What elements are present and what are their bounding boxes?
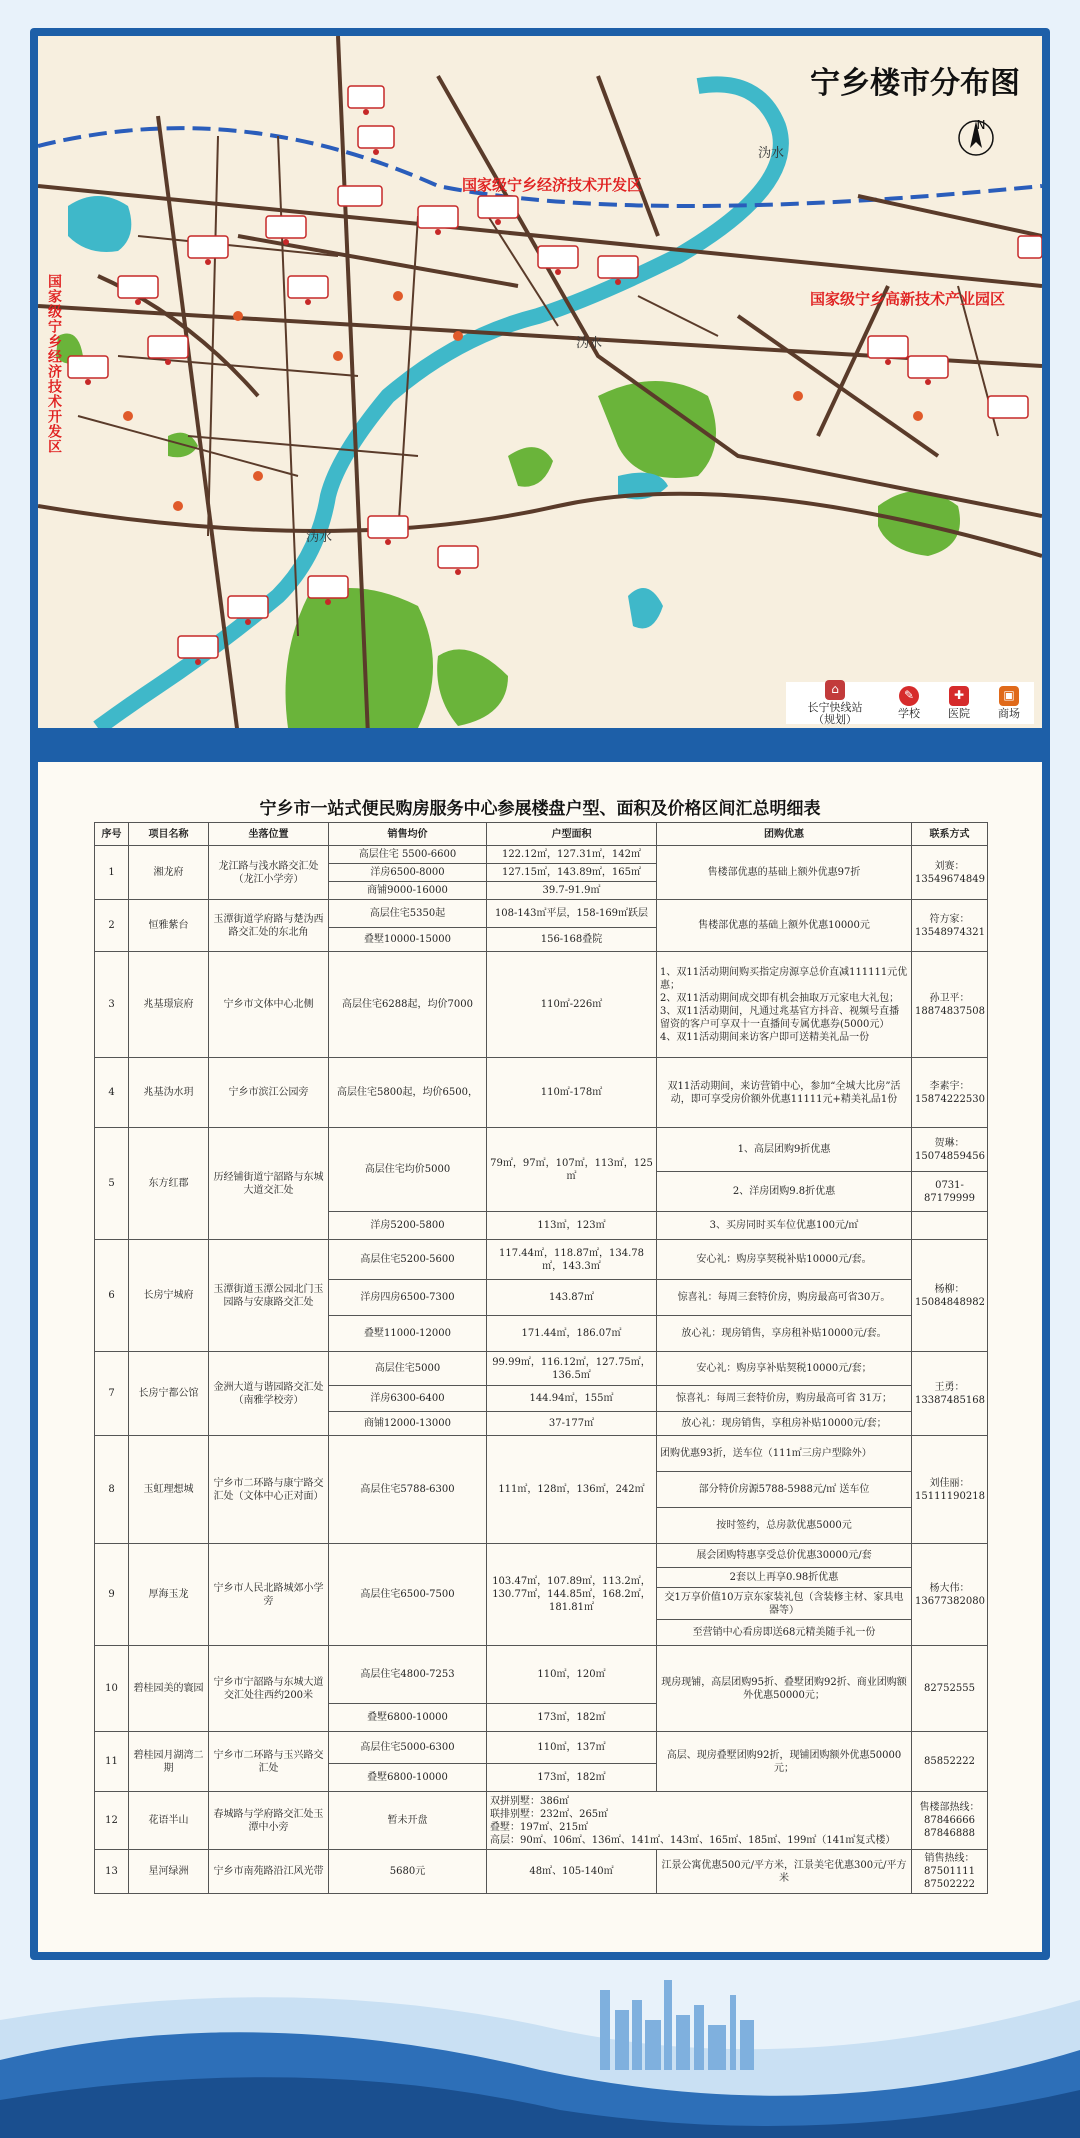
area-line: 联排别墅：232㎡、265㎡ (490, 1808, 609, 1820)
row-no: 9 (95, 1544, 129, 1646)
road-network (38, 36, 1042, 728)
row-area: 117.44㎡，118.87㎡，134.78㎡，143.3㎡ (487, 1240, 657, 1280)
row-price: 洋房6500-8000 (329, 864, 487, 882)
row-name: 花语半山 (129, 1792, 209, 1850)
lake-shape (628, 588, 663, 629)
row-contact: 杨大伟：13677382080 (912, 1544, 988, 1646)
table-row (95, 846, 988, 864)
row-price: 高层住宅5350起 (329, 900, 487, 928)
col-header: 序号 (95, 823, 129, 846)
table-row (95, 1850, 988, 1894)
row-price: 高层住宅6500-7500 (329, 1544, 487, 1646)
row-offer: 惊喜礼：每周三套特价房，购房最高可省30万。 (657, 1280, 912, 1316)
row-area: 144.94㎡，155㎡ (487, 1386, 657, 1412)
row-location: 宁乡市二环路与康宁路交汇处（文体中心正对面） (209, 1436, 329, 1544)
row-name: 兆基沩水玥 (129, 1058, 209, 1128)
row-price: 高层住宅 5500-6600 (329, 846, 487, 864)
row-price: 高层住宅6288起，均价7000 (329, 952, 487, 1058)
row-price: 高层住宅均价5000 (329, 1128, 487, 1212)
row-offer: 江景公寓优惠500元/平方米，江景美宅优惠300元/平方米 (657, 1850, 912, 1894)
row-offer: 惊喜礼：每周三套特价房，购房最高可省 31万； (657, 1386, 912, 1412)
row-area: 79㎡，97㎡，107㎡，113㎡，125㎡ (487, 1128, 657, 1212)
table-row (95, 1732, 988, 1764)
row-contact: 杨柳：15084848982 (912, 1240, 988, 1352)
row-name: 东方红郡 (129, 1128, 209, 1240)
area-line: 叠墅：197㎡、215㎡ (490, 1821, 589, 1833)
row-price: 高层住宅5000 (329, 1352, 487, 1386)
compass-icon (956, 118, 1006, 178)
river-label: 沩水 (306, 530, 333, 545)
zone-label-hightech: 国家级宁乡高新技术产业园区 (810, 290, 1006, 308)
row-area: 39.7-91.9㎡ (487, 882, 657, 900)
park-shape (508, 447, 553, 487)
row-area: 156-168叠院 (487, 928, 657, 952)
row-location: 金洲大道与谐园路交汇处（南雅学校旁） (209, 1352, 329, 1436)
table-header (95, 823, 988, 846)
row-contact: 贺琳：15074859456 (912, 1128, 988, 1172)
row-location: 宁乡市南苑路沿江风光带 (209, 1850, 329, 1894)
row-price: 叠墅11000-12000 (329, 1316, 487, 1352)
area-line: 双拼别墅：386㎡ (490, 1795, 570, 1807)
map-drawing (38, 36, 1042, 728)
legend-item-mall (998, 686, 1020, 720)
table-row (95, 1240, 988, 1280)
row-no: 13 (95, 1850, 129, 1894)
row-location: 玉潭街道学府路与楚沩西路交汇处的东北角 (209, 900, 329, 952)
row-contact: 刘赛：13549674849 (912, 846, 988, 900)
row-location: 龙江路与浅水路交汇处（龙江小学旁） (209, 846, 329, 900)
row-area: 48㎡、105-140㎡ (487, 1850, 657, 1894)
legend-item-school (898, 686, 920, 720)
col-header: 联系方式 (912, 823, 988, 846)
row-name: 长房宁都公馆 (129, 1352, 209, 1436)
row-area (487, 1792, 912, 1850)
row-contact: 刘佳丽：15111190218 (912, 1436, 988, 1544)
offer-line: 1、双11活动期间购买指定房源享总价直减111111元优惠； (660, 966, 908, 991)
row-offer: 交1万享价值10万京东家装礼包（含装修主材、家具电器等） (657, 1588, 912, 1620)
row-offer: 现房现铺，高层团购95折、叠墅团购92折、商业团购额外优惠50000元； (657, 1646, 912, 1732)
row-contact: 孙卫平：18874837508 (912, 952, 988, 1058)
row-area: 171.44㎡，186.07㎡ (487, 1316, 657, 1352)
row-price: 洋房5200-5800 (329, 1212, 487, 1240)
row-offer: 售楼部优惠的基础上额外优惠97折 (657, 846, 912, 900)
zone-label-economic-west: 国家级宁乡经济技术开发区 (46, 274, 62, 454)
row-offer: 放心礼：现房销售，享租房补贴10000元/套； (657, 1412, 912, 1436)
area-line: 高层：90㎡、106㎡、136㎡、141㎡、143㎡、165㎡、185㎡、199㎡（141㎡复式楼） (490, 1834, 896, 1846)
row-area: 110㎡，137㎡ (487, 1732, 657, 1764)
row-location: 宁乡市文体中心北侧 (209, 952, 329, 1058)
compass-north-label: N (976, 118, 986, 132)
table-row (95, 952, 988, 1058)
row-area: 111㎡，128㎡，136㎡，242㎡ (487, 1436, 657, 1544)
row-contact: 符方家：13548974321 (912, 900, 988, 952)
row-offer: 按时签约，总房款优惠5000元 (657, 1508, 912, 1544)
row-price: 洋房6300-6400 (329, 1386, 487, 1412)
row-name: 厚海玉龙 (129, 1544, 209, 1646)
offer-line: 3、双11活动期间，凡通过兆基官方抖音、视频号直播留资的客户可享双十一直播间专属优惠券(5000元） (660, 1005, 900, 1030)
row-location: 宁乡市滨江公园旁 (209, 1058, 329, 1128)
listing-table (94, 822, 988, 1894)
row-area: 173㎡，182㎡ (487, 1764, 657, 1792)
row-offer: 部分特价房源5788-5988元/㎡ 送车位 (657, 1472, 912, 1508)
row-offer: 1、高层团购9折优惠 (657, 1128, 912, 1172)
row-area: 103.47㎡，107.89㎡，113.2㎡，130.77㎡，144.85㎡，168.2㎡，181.81㎡ (487, 1544, 657, 1646)
row-no: 10 (95, 1646, 129, 1732)
row-no: 7 (95, 1352, 129, 1436)
row-area: 122.12㎡，127.31㎡，142㎡ (487, 846, 657, 864)
row-area: 99.99㎡，116.12㎡，127.75㎡，136.5㎡ (487, 1352, 657, 1386)
row-offer: 3、买房同时买车位优惠100元/㎡ (657, 1212, 912, 1240)
row-contact: 李素宇：15874222530 (912, 1058, 988, 1128)
offer-line: 4、双11活动期间来访客户即可送精美礼品一份 (660, 1031, 870, 1043)
row-price: 暂未开盘 (329, 1792, 487, 1850)
row-price: 叠墅6800-10000 (329, 1704, 487, 1732)
row-offer: 展会团购特惠享受总价优惠30000元/套 (657, 1544, 912, 1568)
row-contact: 82752555 (912, 1646, 988, 1732)
col-header: 销售均价 (329, 823, 487, 846)
row-price: 叠墅10000-15000 (329, 928, 487, 952)
row-offer (657, 952, 912, 1058)
river-label: 沩水 (576, 336, 603, 351)
row-price: 高层住宅5000-6300 (329, 1732, 487, 1764)
row-location: 宁乡市宁韶路与东城大道交汇处往西约200米 (209, 1646, 329, 1732)
table-row (95, 1058, 988, 1128)
row-offer: 团购优惠93折，送车位（111㎡三房户型除外） (657, 1436, 912, 1472)
legend-label: 长宁快线站（规划） (807, 700, 863, 726)
row-contact: 85852222 (912, 1732, 988, 1792)
row-price: 高层住宅4800-7253 (329, 1646, 487, 1704)
hospital-icon: ✚ (949, 686, 969, 706)
table-row (95, 1352, 988, 1386)
row-offer: 安心礼：购房享契税补贴10000元/套。 (657, 1240, 912, 1280)
row-contact: 王勇：13387485168 (912, 1352, 988, 1436)
row-name: 兆基璟宸府 (129, 952, 209, 1058)
row-name: 玉虹理想城 (129, 1436, 209, 1544)
map-title: 宁乡楼市分布图 (810, 66, 1020, 101)
row-no: 8 (95, 1436, 129, 1544)
river-label: 沩水 (758, 146, 785, 161)
row-no: 12 (95, 1792, 129, 1850)
city-skyline-icon (600, 1980, 754, 2070)
col-header: 团购优惠 (657, 823, 912, 846)
row-area: 173㎡，182㎡ (487, 1704, 657, 1732)
row-price: 叠墅6800-10000 (329, 1764, 487, 1792)
row-name: 星河绿洲 (129, 1850, 209, 1894)
row-area: 108-143㎡平层，158-169㎡跃层 (487, 900, 657, 928)
zone-label-economic-north: 国家级宁乡经济技术开发区 (462, 176, 643, 194)
row-name: 湘龙府 (129, 846, 209, 900)
train-station-icon: ⌂ (825, 680, 845, 700)
legend-label: 学校 (898, 706, 920, 720)
row-price: 5680元 (329, 1850, 487, 1894)
row-name: 碧桂园月湖湾二期 (129, 1732, 209, 1792)
row-contact: 销售热线：87501111 87502222 (912, 1850, 988, 1894)
school-icon: ✎ (899, 686, 919, 706)
row-location: 玉潭街道玉潭公园北门玉园路与安康路交汇处 (209, 1240, 329, 1352)
row-area: 37-177㎡ (487, 1412, 657, 1436)
table-row (95, 1792, 988, 1850)
row-area: 127.15㎡，143.89㎡，165㎡ (487, 864, 657, 882)
table-row (95, 1128, 988, 1172)
row-contact: 0731-87179999 (912, 1172, 988, 1212)
row-no: 3 (95, 952, 129, 1058)
row-no: 1 (95, 846, 129, 900)
legend-item-hospital (948, 686, 970, 720)
row-location: 宁乡市人民北路城郊小学旁 (209, 1544, 329, 1646)
row-name: 碧桂园美的寰园 (129, 1646, 209, 1732)
legend-item-station (800, 680, 870, 726)
bottom-decoration (0, 1960, 1080, 2138)
row-area: 110㎡，120㎡ (487, 1646, 657, 1704)
row-offer: 高层、现房叠墅团购92折，现铺团购额外优惠50000元； (657, 1732, 912, 1792)
row-price: 高层住宅5788-6300 (329, 1436, 487, 1544)
row-no: 4 (95, 1058, 129, 1128)
row-name: 恒雅紫台 (129, 900, 209, 952)
map-legend (786, 682, 1034, 724)
row-location: 历经铺街道宁韶路与东城大道交汇处 (209, 1128, 329, 1240)
legend-label: 商场 (998, 706, 1020, 720)
row-location: 宁乡市二环路与玉兴路交汇处 (209, 1732, 329, 1792)
row-offer: 售楼部优惠的基础上额外优惠10000元 (657, 900, 912, 952)
row-name: 长房宁城府 (129, 1240, 209, 1352)
row-offer: 2套以上再享0.98折优惠 (657, 1568, 912, 1588)
row-area: 110㎡-178㎡ (487, 1058, 657, 1128)
row-offer: 2、洋房团购9.8折优惠 (657, 1172, 912, 1212)
row-area: 113㎡，123㎡ (487, 1212, 657, 1240)
project-markers (68, 86, 1042, 658)
row-price: 商铺12000-13000 (329, 1412, 487, 1436)
table-row (95, 1544, 988, 1568)
table-title: 宁乡市一站式便民购房服务中心参展楼盘户型、面积及价格区间汇总明细表 (259, 799, 821, 819)
col-header: 项目名称 (129, 823, 209, 846)
row-offer: 安心礼：购房享补贴契税10000元/套； (657, 1352, 912, 1386)
row-no: 11 (95, 1732, 129, 1792)
table-row (95, 1646, 988, 1704)
col-header: 坐落位置 (209, 823, 329, 846)
row-location: 春城路与学府路交汇处玉潭中小旁 (209, 1792, 329, 1850)
row-price: 商铺9000-16000 (329, 882, 487, 900)
row-price: 高层住宅5200-5600 (329, 1240, 487, 1280)
mall-icon: ▣ (999, 686, 1019, 706)
lake-shape (68, 196, 131, 252)
row-price: 高层住宅5800起，均价6500， (329, 1058, 487, 1128)
row-price: 洋房四房6500-7300 (329, 1280, 487, 1316)
row-no: 5 (95, 1128, 129, 1240)
row-area: 110㎡-226㎡ (487, 952, 657, 1058)
col-header: 户型面积 (487, 823, 657, 846)
row-no: 2 (95, 900, 129, 952)
row-no: 6 (95, 1240, 129, 1352)
park-shape (437, 649, 508, 726)
table-row (95, 1436, 988, 1472)
map-panel (38, 36, 1042, 728)
table-panel (38, 762, 1042, 1952)
row-contact (912, 1212, 988, 1240)
row-contact: 售楼部热线：87846666 87846888 (912, 1792, 988, 1850)
legend-label: 医院 (948, 706, 970, 720)
row-area: 143.87㎡ (487, 1280, 657, 1316)
row-offer: 至营销中心看房即送68元精美随手礼一份 (657, 1620, 912, 1646)
row-offer: 放心礼：现房销售，享房租补贴10000元/套。 (657, 1316, 912, 1352)
park-shape (286, 588, 434, 728)
offer-line: 2、双11活动期间成交即有机会抽取万元家电大礼包； (660, 992, 900, 1004)
table-row (95, 900, 988, 928)
row-offer: 双11活动期间，来访营销中心，参加“全城大比房”活动，即可享受房价额外优惠11111元+精美礼品1份 (657, 1058, 912, 1128)
